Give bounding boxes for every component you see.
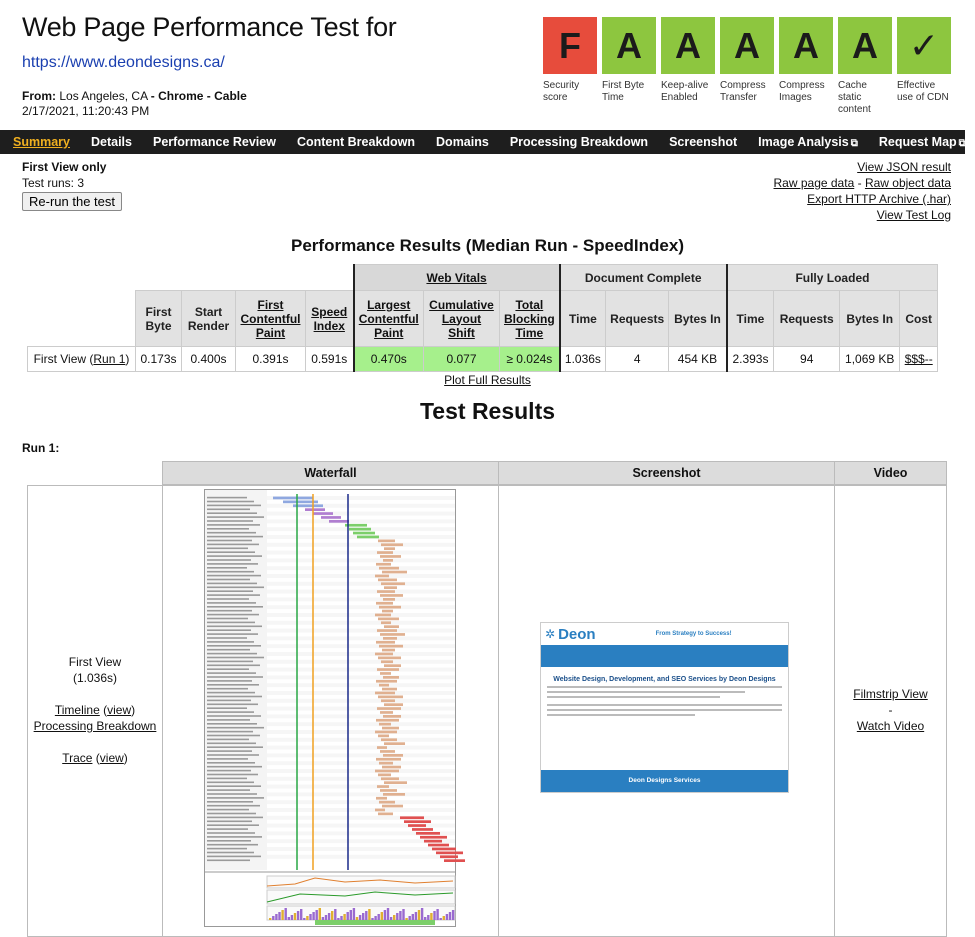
row-label-header (28, 291, 136, 347)
timeline-view-link[interactable]: view (107, 703, 132, 717)
row-label-suffix: ) (125, 352, 130, 366)
nav-performance-review[interactable]: Performance Review (152, 135, 276, 149)
col-dc-bytes: Bytes In (669, 291, 727, 347)
run-label: Run 1: (22, 441, 60, 455)
links-sep: - (857, 176, 862, 190)
test-runs: Test runs: 3 (22, 176, 85, 190)
web-vitals-link[interactable]: Web Vitals (426, 270, 487, 285)
grade-compress-transfer[interactable] (720, 17, 774, 116)
blank-header (28, 265, 354, 291)
ss-footer: Deon Designs Services (541, 770, 788, 792)
speed-index-link[interactable]: Speed Index (311, 304, 348, 333)
val-fl-requests: 94 (774, 347, 840, 372)
main-nav (0, 130, 965, 154)
fcp-link[interactable]: First Contentful Paint (240, 297, 301, 340)
grade-first-byte[interactable] (602, 17, 656, 116)
lcp-link[interactable]: Largest Contentful Paint (358, 297, 419, 340)
test-date: 2/17/2021, 11:20:43 PM (22, 104, 150, 118)
col-start-render: Start Render (182, 291, 236, 347)
test-results-heading: Test Results (419, 398, 556, 424)
cost-link[interactable]: $$$-- (904, 352, 933, 366)
results-table (27, 461, 947, 937)
nav-image-analysis[interactable]: Image Analysis (758, 135, 849, 149)
video-dash: - (888, 703, 893, 717)
val-cls: 0.077 (424, 347, 500, 372)
grade-compress-transfer-label: Compress Transfer (720, 80, 766, 103)
external-link-icon: ⧉ (958, 138, 966, 149)
table-row (28, 347, 938, 372)
ss-tagline: From Strategy to Success! (655, 631, 732, 637)
screenshot-header: Screenshot (498, 461, 835, 485)
val-fcp: 0.391s (236, 347, 306, 372)
grade-keep-alive[interactable] (661, 17, 715, 116)
waterfall-header: Waterfall (162, 461, 499, 485)
first-view-label: First View (68, 655, 122, 669)
grade-compress-transfer-value[interactable]: A (720, 17, 774, 74)
col-lcp[interactable] (354, 291, 424, 347)
val-dc-bytes: 454 KB (669, 347, 727, 372)
col-dc-time: Time (560, 291, 606, 347)
run-1-link[interactable]: Run 1 (93, 352, 126, 366)
val-tbt: ≥ 0.024s (500, 347, 560, 372)
col-tbt[interactable] (500, 291, 560, 347)
browser: Chrome (158, 89, 204, 103)
from-label: From: (22, 89, 56, 103)
val-fl-time: 2.393s (727, 347, 774, 372)
grade-cache-static-value[interactable]: A (838, 17, 892, 74)
val-fl-bytes: 1,069 KB (840, 347, 900, 372)
grade-first-byte-value[interactable]: A (602, 17, 656, 74)
grade-security-label: Security score (543, 80, 580, 103)
grade-keep-alive-label: Keep-alive Enabled (661, 80, 709, 103)
grade-security-value[interactable]: F (543, 17, 597, 74)
col-cost: Cost (900, 291, 938, 347)
nav-domains[interactable]: Domains (436, 135, 489, 149)
grade-cdn-value[interactable]: ✓ (897, 17, 951, 74)
col-fl-bytes: Bytes In (840, 291, 900, 347)
grade-cdn[interactable] (897, 17, 951, 116)
col-fcp[interactable] (236, 291, 306, 347)
location: Los Angeles, CA (59, 89, 148, 103)
watch-video-link[interactable]: Watch Video (856, 719, 925, 733)
val-cost[interactable] (900, 347, 938, 372)
nav-processing-breakdown[interactable]: Processing Breakdown (509, 135, 649, 149)
val-speed-index: 0.591s (306, 347, 354, 372)
grade-cache-static-label: Cache static content (838, 80, 871, 115)
page-title: Web Page Performance Test for (22, 12, 397, 42)
col-fl-requests: Requests (774, 291, 840, 347)
waterfall-chart (205, 490, 455, 926)
ss-logo-icon: ✲ (545, 627, 556, 641)
tbt-link[interactable]: Total Blocking Time (504, 297, 555, 340)
document-complete-header: Document Complete (560, 265, 727, 291)
fully-loaded-header: Fully Loaded (727, 265, 938, 291)
grade-security[interactable] (543, 17, 597, 116)
video-cell (834, 485, 947, 937)
grade-compress-images-label: Compress Images (779, 80, 825, 103)
first-view-cell: First View (1.036s) Timeline (view) Processing Breakdown Trace (view) (27, 485, 163, 937)
ss-title: Website Design, Development, and SEO Services by Deon Designs (553, 676, 776, 683)
grade-cache-static[interactable] (838, 17, 892, 116)
plot-full-wrap (0, 373, 975, 387)
performance-table (27, 264, 938, 372)
nav-details[interactable]: Details (90, 135, 132, 149)
val-lcp: 0.470s (354, 347, 424, 372)
cls-link[interactable]: Cumulative Layout Shift (429, 297, 494, 340)
raw-object-link[interactable]: Raw object data (864, 176, 951, 190)
col-dc-requests: Requests (606, 291, 669, 347)
sep-2: - (206, 89, 211, 103)
nav-request-map[interactable]: Request Map (878, 135, 957, 149)
col-speed-index[interactable] (306, 291, 354, 347)
col-first-byte: First Byte (136, 291, 182, 347)
raw-page-link[interactable]: Raw page data (773, 176, 855, 190)
external-link-icon: ⧉ (850, 138, 858, 149)
screenshot-image[interactable] (540, 622, 789, 793)
row-label-prefix: First View ( (33, 352, 94, 366)
test-location (22, 89, 247, 103)
export-har-link[interactable]: Export HTTP Archive (.har) (807, 192, 951, 206)
first-view-time: (1.036s) (72, 671, 118, 685)
row-label (28, 347, 136, 372)
nav-image-analysis-wrap[interactable] (758, 135, 858, 149)
val-dc-requests: 4 (606, 347, 669, 372)
val-dc-time: 1.036s (560, 347, 606, 372)
sep-1: - (150, 89, 155, 103)
grade-compress-images-value[interactable]: A (779, 17, 833, 74)
nav-request-map-wrap[interactable] (879, 135, 966, 149)
grade-cdn-label: Effective use of CDN (897, 80, 949, 103)
filmstrip-link[interactable]: Filmstrip View (853, 687, 928, 701)
first-view-only: First View only (22, 160, 107, 174)
waterfall-image[interactable] (204, 489, 456, 927)
processing-breakdown-link[interactable]: Processing Breakdown (33, 719, 157, 733)
col-cls[interactable] (424, 291, 500, 347)
grades-panel (543, 17, 951, 116)
trace-link[interactable]: Trace (62, 751, 93, 765)
rerun-button[interactable]: Re-run the test (22, 192, 122, 211)
val-start-render: 0.400s (182, 347, 236, 372)
ss-logo: Deon (558, 625, 596, 643)
ss-nav (541, 645, 788, 667)
tested-url-link[interactable]: https://www.deondesigns.ca/ (22, 54, 225, 71)
grade-keep-alive-value[interactable]: A (661, 17, 715, 74)
plot-full-link[interactable]: Plot Full Results (444, 373, 531, 387)
connection: Cable (214, 89, 247, 103)
nav-screenshot[interactable]: Screenshot (669, 135, 738, 149)
view-json-link[interactable]: View JSON result (857, 160, 951, 174)
nav-summary[interactable]: Summary (13, 135, 70, 149)
result-links (774, 159, 951, 223)
val-first-byte: 0.173s (136, 347, 182, 372)
nav-content-breakdown[interactable]: Content Breakdown (296, 135, 416, 149)
trace-view-link[interactable]: view (99, 751, 124, 765)
grade-first-byte-label: First Byte Time (602, 80, 645, 103)
grade-compress-images[interactable] (779, 17, 833, 116)
video-header: Video (834, 461, 947, 485)
timeline-link[interactable]: Timeline (54, 703, 100, 717)
col-fl-time: Time (727, 291, 774, 347)
ss-header (541, 623, 788, 645)
web-vitals-header[interactable] (354, 265, 560, 291)
performance-heading: Performance Results (Median Run - SpeedIndex) (291, 236, 684, 255)
view-log-link[interactable]: View Test Log (876, 208, 951, 222)
